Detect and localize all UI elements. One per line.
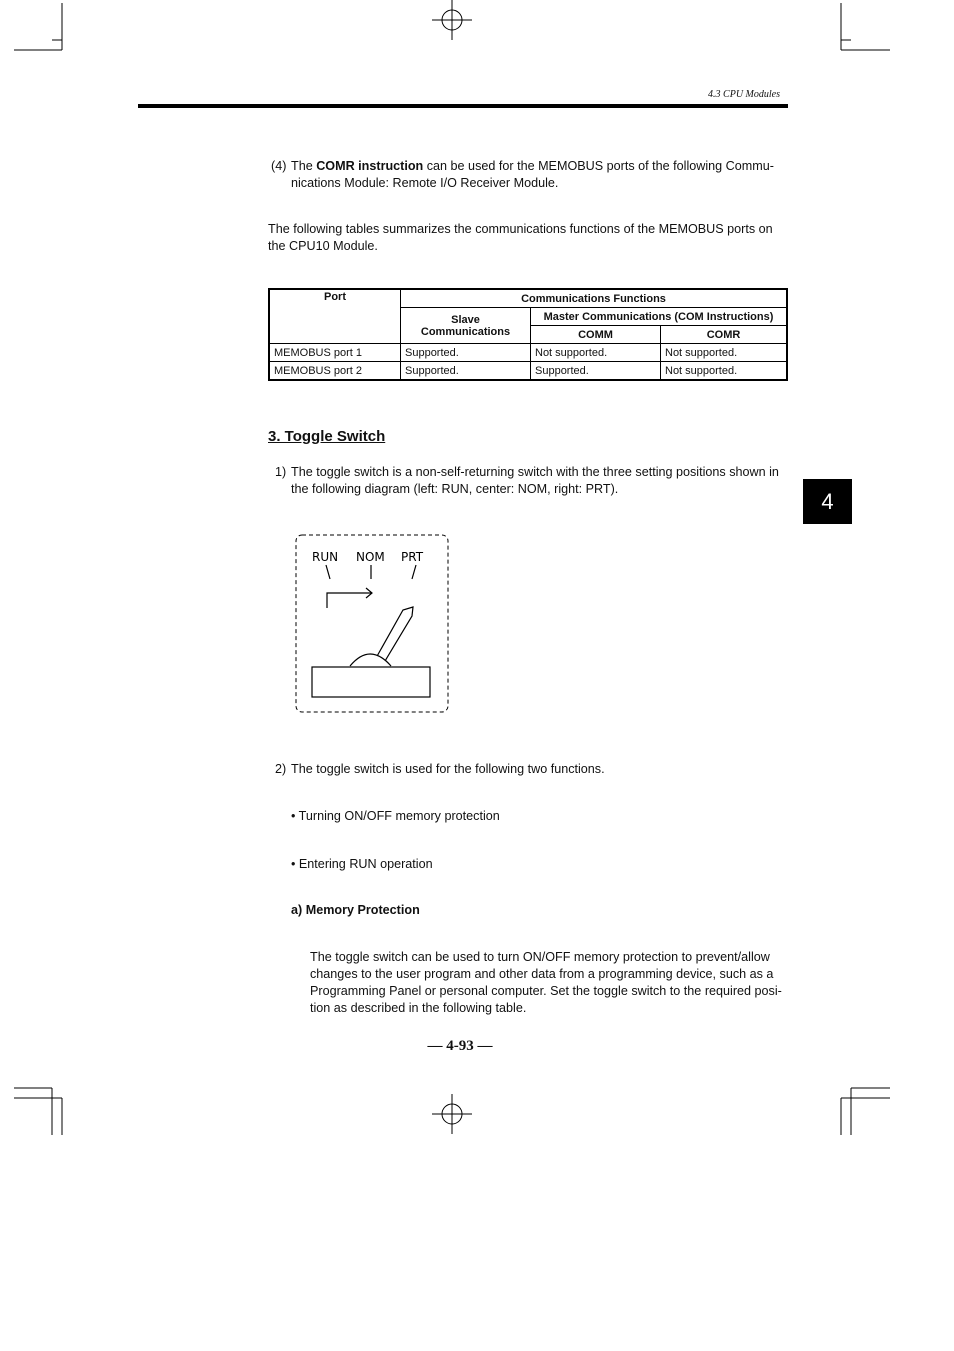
item-1-num: 1)	[275, 465, 287, 479]
para-4-num: (4)	[271, 159, 287, 173]
cell-port: MEMOBUS port 2	[269, 362, 401, 381]
item-2-text: The toggle switch is used for the following two functions.	[291, 762, 605, 776]
label-prt: PRT	[401, 550, 424, 564]
intro-paragraph	[268, 221, 793, 255]
label-nom: NOM	[356, 550, 385, 564]
cell-port: MEMOBUS port 1	[269, 344, 401, 362]
col-header-comm-functions: Communications Functions	[401, 289, 788, 308]
toggle-switch-diagram	[290, 530, 455, 720]
item-2	[275, 761, 795, 778]
col-header-port: Port	[269, 289, 401, 344]
intro-line2: the CPU10 Module.	[268, 239, 378, 253]
memprot-line2: changes to the user program and other data from a programming device, such as a	[310, 967, 774, 981]
header-rule	[138, 104, 788, 108]
para-4-post: can be used for the MEMOBUS ports of the following Commu-	[423, 159, 774, 173]
cell-slave: Supported.	[401, 362, 531, 381]
col-header-master: Master Communications (COM Instructions)	[531, 308, 788, 326]
cell-comr: Not supported.	[661, 344, 788, 362]
memory-protection-paragraph	[310, 949, 795, 1017]
para-4	[271, 158, 791, 192]
col-header-slave: Slave Communications	[401, 308, 531, 344]
cell-comm: Not supported.	[531, 344, 661, 362]
bullet-run-operation: • Entering RUN operation	[291, 857, 433, 871]
label-run: RUN	[312, 550, 339, 564]
item-1	[275, 464, 795, 498]
bullet-memory-protection: • Turning ON/OFF memory protection	[291, 809, 500, 823]
col-header-comm: COMM	[531, 326, 661, 344]
page-number: — 4-93 —	[427, 1038, 493, 1054]
col-header-comr: COMR	[661, 326, 788, 344]
para-4-line2: nications Module: Remote I/O Receiver Module.	[291, 176, 559, 190]
comr-instruction-bold: COMR instruction	[316, 159, 424, 173]
running-header: 4.3 CPU Modules	[708, 89, 780, 100]
item-1-line2: the following diagram (left: RUN, center: NOM, right: PRT).	[291, 482, 619, 496]
memprot-line4: tion as described in the following table.	[310, 1001, 527, 1015]
item-1-line1: The toggle switch is a non-self-returning switch with the three setting positions shown in	[291, 465, 779, 479]
memprot-line3: Programming Panel or personal computer. Set the toggle switch to the required posi-	[310, 984, 782, 998]
table-row	[269, 344, 787, 362]
cell-comm: Supported.	[531, 362, 661, 381]
intro-line1: The following tables summarizes the communications functions of the MEMOBUS ports on	[268, 222, 773, 236]
section-title: 3. Toggle Switch	[268, 428, 386, 445]
subsection-title: a) Memory Protection	[291, 903, 420, 917]
cell-comr: Not supported.	[661, 362, 788, 381]
item-2-num: 2)	[275, 762, 287, 776]
chapter-tab: 4	[803, 479, 852, 524]
para-4-pre: The	[291, 159, 317, 173]
communications-functions-table	[268, 288, 788, 381]
memprot-line1: The toggle switch can be used to turn ON/OFF memory protection to prevent/allow	[310, 950, 770, 964]
cell-slave: Supported.	[401, 344, 531, 362]
table-row	[269, 362, 787, 381]
